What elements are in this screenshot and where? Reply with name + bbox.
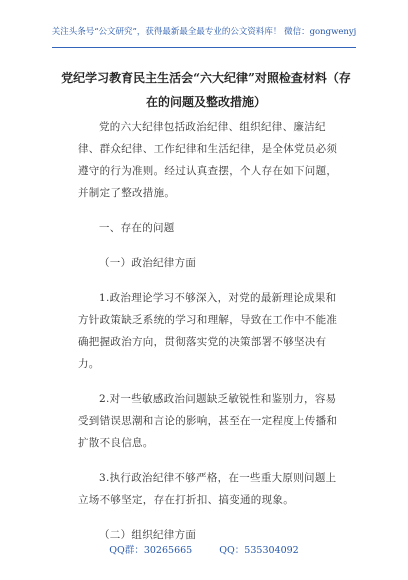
footer-contact (0, 542, 408, 556)
list-item: 2.对一些敏感政治问题缺乏敏锐性和鉴别力，容易受到错误思潮和言论的影响，甚至在一定程度上传播和扩散不良信息。 (78, 393, 338, 449)
footer-qq: QQ：535304092 (219, 545, 299, 556)
section-heading-problems: 一、存在的问题 (99, 222, 175, 234)
document-title: 党纪学习教育民主生活会“六大纪律”对照检查材料（存在的问题及整改措施） (61, 71, 351, 109)
header-divider (52, 47, 356, 48)
document-body (78, 116, 344, 559)
intro-paragraph: 党的六大纪律包括政治纪律、组织纪律、廉洁纪律、群众纪律、工作纪律和生活纪律，是全体党员必须遵守的行为准则。经过认真查摆，个人存在如下问题，并制定了整改措施。 (78, 121, 338, 199)
footer-qq-group: QQ群：30265665 (109, 545, 193, 556)
subsection-heading-political: （一）政治纪律方面 (99, 257, 197, 269)
subsection-heading-organizational: （二）组织纪律方面 (99, 529, 197, 541)
list-item: 3.执行政治纪律不够严格，在一些重大原则问题上立场不够坚定，存在打折扣、搞变通的现象。 (78, 472, 337, 506)
list-item: 1.政治理论学习不够深入，对党的最新理论成果和方针政策缺乏系统的学习和理解，导致在工作中不能准确把握政治方向，贯彻落实党的决策部署不够坚决有力。 (78, 292, 338, 370)
header-banner: 关注头条号“公文研究”，获得最新最全最专业的公文资料库！ 微信：gongwenyj (51, 27, 357, 37)
